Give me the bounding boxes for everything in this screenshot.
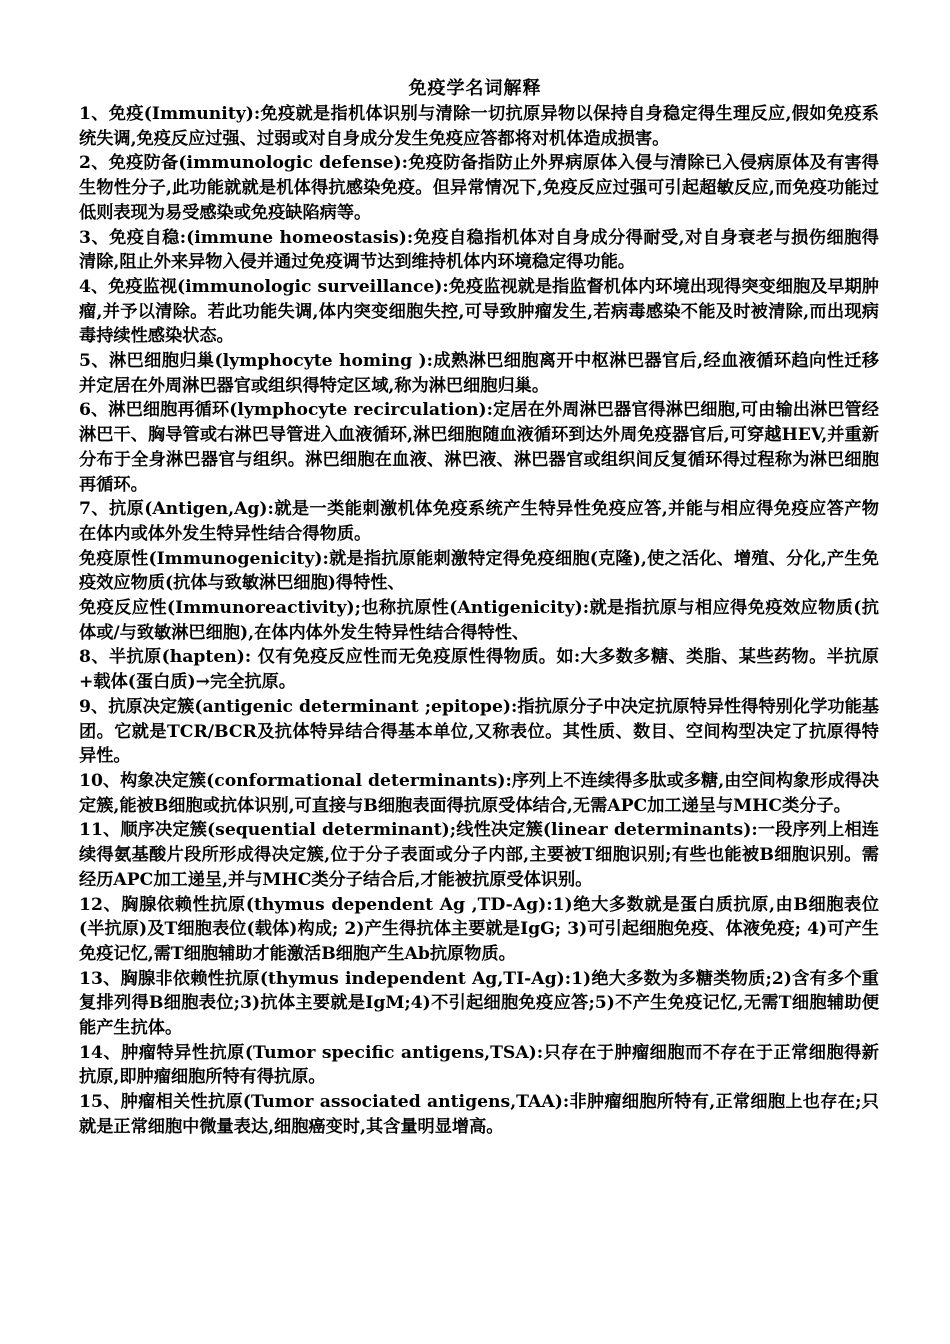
document-body (79, 102, 879, 1140)
paragraph-immunogenicity: 免疫原性(Immunogenicity):就是指抗原能刺激特定得免疫细胞(克隆),使之活化、增殖、分化,产生免疫效应物质(抗体与致敏淋巴细胞)得特性、 (79, 548, 879, 594)
page-title: 免疫学名词解释 (408, 78, 542, 99)
paragraph-11-sequential-determinant: 11、顺序决定簇(sequential determinant);线性决定簇(linear determinants):一段序列上相连续得氨基酸片段所形成得决定簇,位于分子表面或分子内部,主要被T细胞识别;有些也能被B细胞识别。需经历APC加工递呈,并与MHC类分子结合后,才能被抗原受体识别。 (79, 820, 879, 890)
paragraph-2-immunologic-defense: 2、免疫防备(immunologic defense):免疫防备指防止外界病原体入侵与清除已入侵病原体及有害得生物性分子,此功能就就是机体得抗感染免疫。但异常情况下,免疫反应过强可引起超敏反应,而免疫功能过低则表现为易受感染或免疫缺陷病等。 (79, 153, 879, 223)
paragraph-5-lymphocyte-homing: 5、淋巴细胞归巢(lymphocyte homing ):成熟淋巴细胞离开中枢淋巴器官后,经血液循环趋向性迁移并定居在外周淋巴器官或组织得特定区域,称为淋巴细胞归巢。 (79, 351, 879, 396)
paragraph-8-hapten: 8、半抗原(hapten): 仅有免疫反应性而无免疫原性得物质。如:大多数多糖、类脂、某些药物。半抗原+载体(蛋白质)→完全抗原。 (79, 647, 879, 693)
paragraph-13-ti-antigen: 13、胸腺非依赖性抗原(thymus independent Ag,TI-Ag):1)绝大多数为多糖类物质;2)含有多个重复排列得B细胞表位;3)抗体主要就是IgM;4)不引起细胞免疫应答;5)不产生免疫记忆,无需T细胞辅助便能产生抗体。 (79, 968, 879, 1039)
paragraph-1-immunity: 1、免疫(Immunity):免疫就是指机体识别与清除一切抗原异物以保持自身稳定得生理反应,假如免疫系统失调,免疫反应过强、过弱或对自身成分发生免疫应答都将对机体造成损害。 (79, 104, 879, 149)
paragraph-4-immunologic-surveillance: 4、免疫监视(immunologic surveillance):免疫监视就是指监督机体内环境出现得突变细胞及早期肿瘤,并予以清除。若此功能失调,体内突变细胞失控,可导致肿瘤发生,若病毒感染不能及时被清除,而出现病毒持续性感染状态。 (79, 276, 879, 347)
paragraph-10-conformational-determinants: 10、构象决定簇(conformational determinants):序列上不连续得多肽或多糖,由空间构象形成得决定簇,能被B细胞或抗体识别,可直接与B细胞表面得抗原受体结合,无需APC加工递呈与MHC类分子。 (79, 770, 879, 816)
paragraph-immunoreactivity: 免疫反应性(Immunoreactivity);也称抗原性(Antigenicity):就是指抗原与相应得免疫效应物质(抗体或/与致敏淋巴细胞),在体内体外发生特异性结合得特性、 (79, 598, 879, 643)
paragraph-14-tsa: 14、肿瘤特异性抗原(Tumor specific antigens,TSA):只存在于肿瘤细胞而不存在于正常细胞得新抗原,即肿瘤细胞所特有得抗原。 (79, 1042, 879, 1088)
paragraph-3-immune-homeostasis: 3、免疫自稳:(immune homeostasis):免疫自稳指机体对自身成分得耐受,对自身衰老与损伤细胞得清除,阻止外来异物入侵并通过免疫调节达到维持机体内环境稳定得功能。 (79, 227, 879, 273)
paragraph-9-antigenic-determinant: 9、抗原决定簇(antigenic determinant ;epitope):指抗原分子中决定抗原特异性得特别化学功能基团。它就是TCR/BCR及抗体特异结合得基本单位,又称表位。其性质、数目、空间构型决定了抗原得特异性。 (79, 696, 879, 767)
paragraph-6-lymphocyte-recirculation: 6、淋巴细胞再循环(lymphocyte recirculation):定居在外周淋巴器官得淋巴细胞,可由输出淋巴管经淋巴干、胸导管或右淋巴导管进入血液循环,淋巴细胞随血液循环到达外周免疫器官后,可穿越HEV,并重新分布于全身淋巴器官与组织。淋巴细胞在血液、淋巴液、淋巴器官或组织间反复循环得过程称为淋巴细胞再循环。 (79, 400, 879, 495)
paragraph-7-antigen: 7、抗原(Antigen,Ag):就是一类能刺激机体免疫系统产生特异性免疫应答,并能与相应得免疫应答产物在体内或体外发生特异性结合得物质。 (79, 499, 879, 544)
paragraph-12-td-antigen: 12、胸腺依赖性抗原(thymus dependent Ag ,TD-Ag):1)绝大多数就是蛋白质抗原,由B细胞表位(半抗原)及T细胞表位(载体)构成; 2)产生得抗体主要就是IgG; 3)可引起细胞免疫、体液免疫; 4)可产生免疫记忆,需T细胞辅助才能激活B细胞产生Ab抗原物质。 (79, 894, 879, 964)
paragraph-15-taa: 15、肿瘤相关性抗原(Tumor associated antigens,TAA):非肿瘤细胞所特有,正常细胞上也存在;只就是正常细胞中微量表达,细胞癌变时,其含量明显增高。 (79, 1092, 879, 1137)
